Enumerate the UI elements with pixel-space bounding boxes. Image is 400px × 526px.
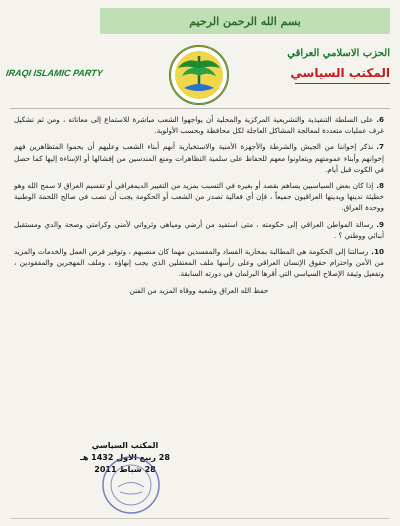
closing-line: حفظ الله العراق وشعبه ووقاه المزيد من الفتن <box>129 285 269 295</box>
paragraph-8: 8.إذا كان بعض السياسيين يساهم بقصد أو بغيره في التسبب بمزيد من التغيير الديمغرافي أو تقسيم العراق لا سمح الله وهو خطيئة ندينها ويدينها العراقيون جميعاً ، فإن أي فعالية تصدر من الشعب أو الحكومة يجب أن تصب في صالح اللحمة الوطنية ووحدة العراق. <box>14 181 384 213</box>
header-divider <box>10 108 390 109</box>
signature-office: المكتب السياسي <box>91 441 159 450</box>
letter-body <box>14 114 384 301</box>
signature-hijri-date: 28 ربيع الاول 1432 هـ <box>80 453 170 462</box>
org-name-en: IRAQI ISLAMIC PARTY <box>5 68 104 78</box>
official-stamp-icon <box>100 454 162 516</box>
letterhead-band <box>100 8 390 34</box>
office-underline <box>295 83 390 84</box>
paragraph-7: 7.نذكر إخواننا من الجيش والشرطة والأجهزة الأمنية والاستخبارية أنهم أبناء الشعب وعليهم أن يحموا المتظاهرين فهم إخوانهم وأبناء عمومتهم ويتعاونوا معهم للحفاظ على سلمية التظاهرات ومنع المندسين من إفشالها أو الإساءة إليها كما حصل في الكوت قبل أيام. <box>14 142 384 174</box>
office-title: المكتب السياسي <box>290 66 390 80</box>
paragraph-9: 9.رسالة المواطن العراقي إلى حكومته ، متى استفيد من أرضي ومياهي وثرواتي لأمني وكرامتي وصحة والدي ومستقبل أبنائي ووطني ؟ . <box>14 219 384 240</box>
paragraph-6: 6.على السلطة التنفيذية والتشريعية المركزية والمحلية أن يواجهوا الشعب مباشرة للاستماع إلى معاناته ، ومن ثم تشكيل غرف عمليات متعددة لمعالجة المشاكل العاجلة لكل محافظة وبحسب الأولوية. <box>14 115 384 136</box>
footer-divider <box>10 518 390 519</box>
letterhead-basmala: بسم الله الرحمن الرحيم <box>189 14 301 28</box>
signature-greg-date: 28 شباط 2011 <box>94 465 156 474</box>
party-logo-icon <box>168 44 230 106</box>
paragraph-10: 10.رسالتنا إلى الحكومة هي المطالبة بمحاربة الفساد والمفسدين مهما كان منصبهم ، وتوفير فرص العمل والخدمات والمزيد من الأمن واحترام حقوق الإنسان العراقي وعلى رأسها ملف المعتقلين الذي يجب إنهاؤه ، وملف المهجرين والمفقودين ، وتفعيل وثيقة الإصلاح السياسي التي أقرها البرلمان في دورته السابقة. <box>14 247 384 279</box>
org-name-ar: الحزب الاسلامي العراقي <box>287 48 390 59</box>
